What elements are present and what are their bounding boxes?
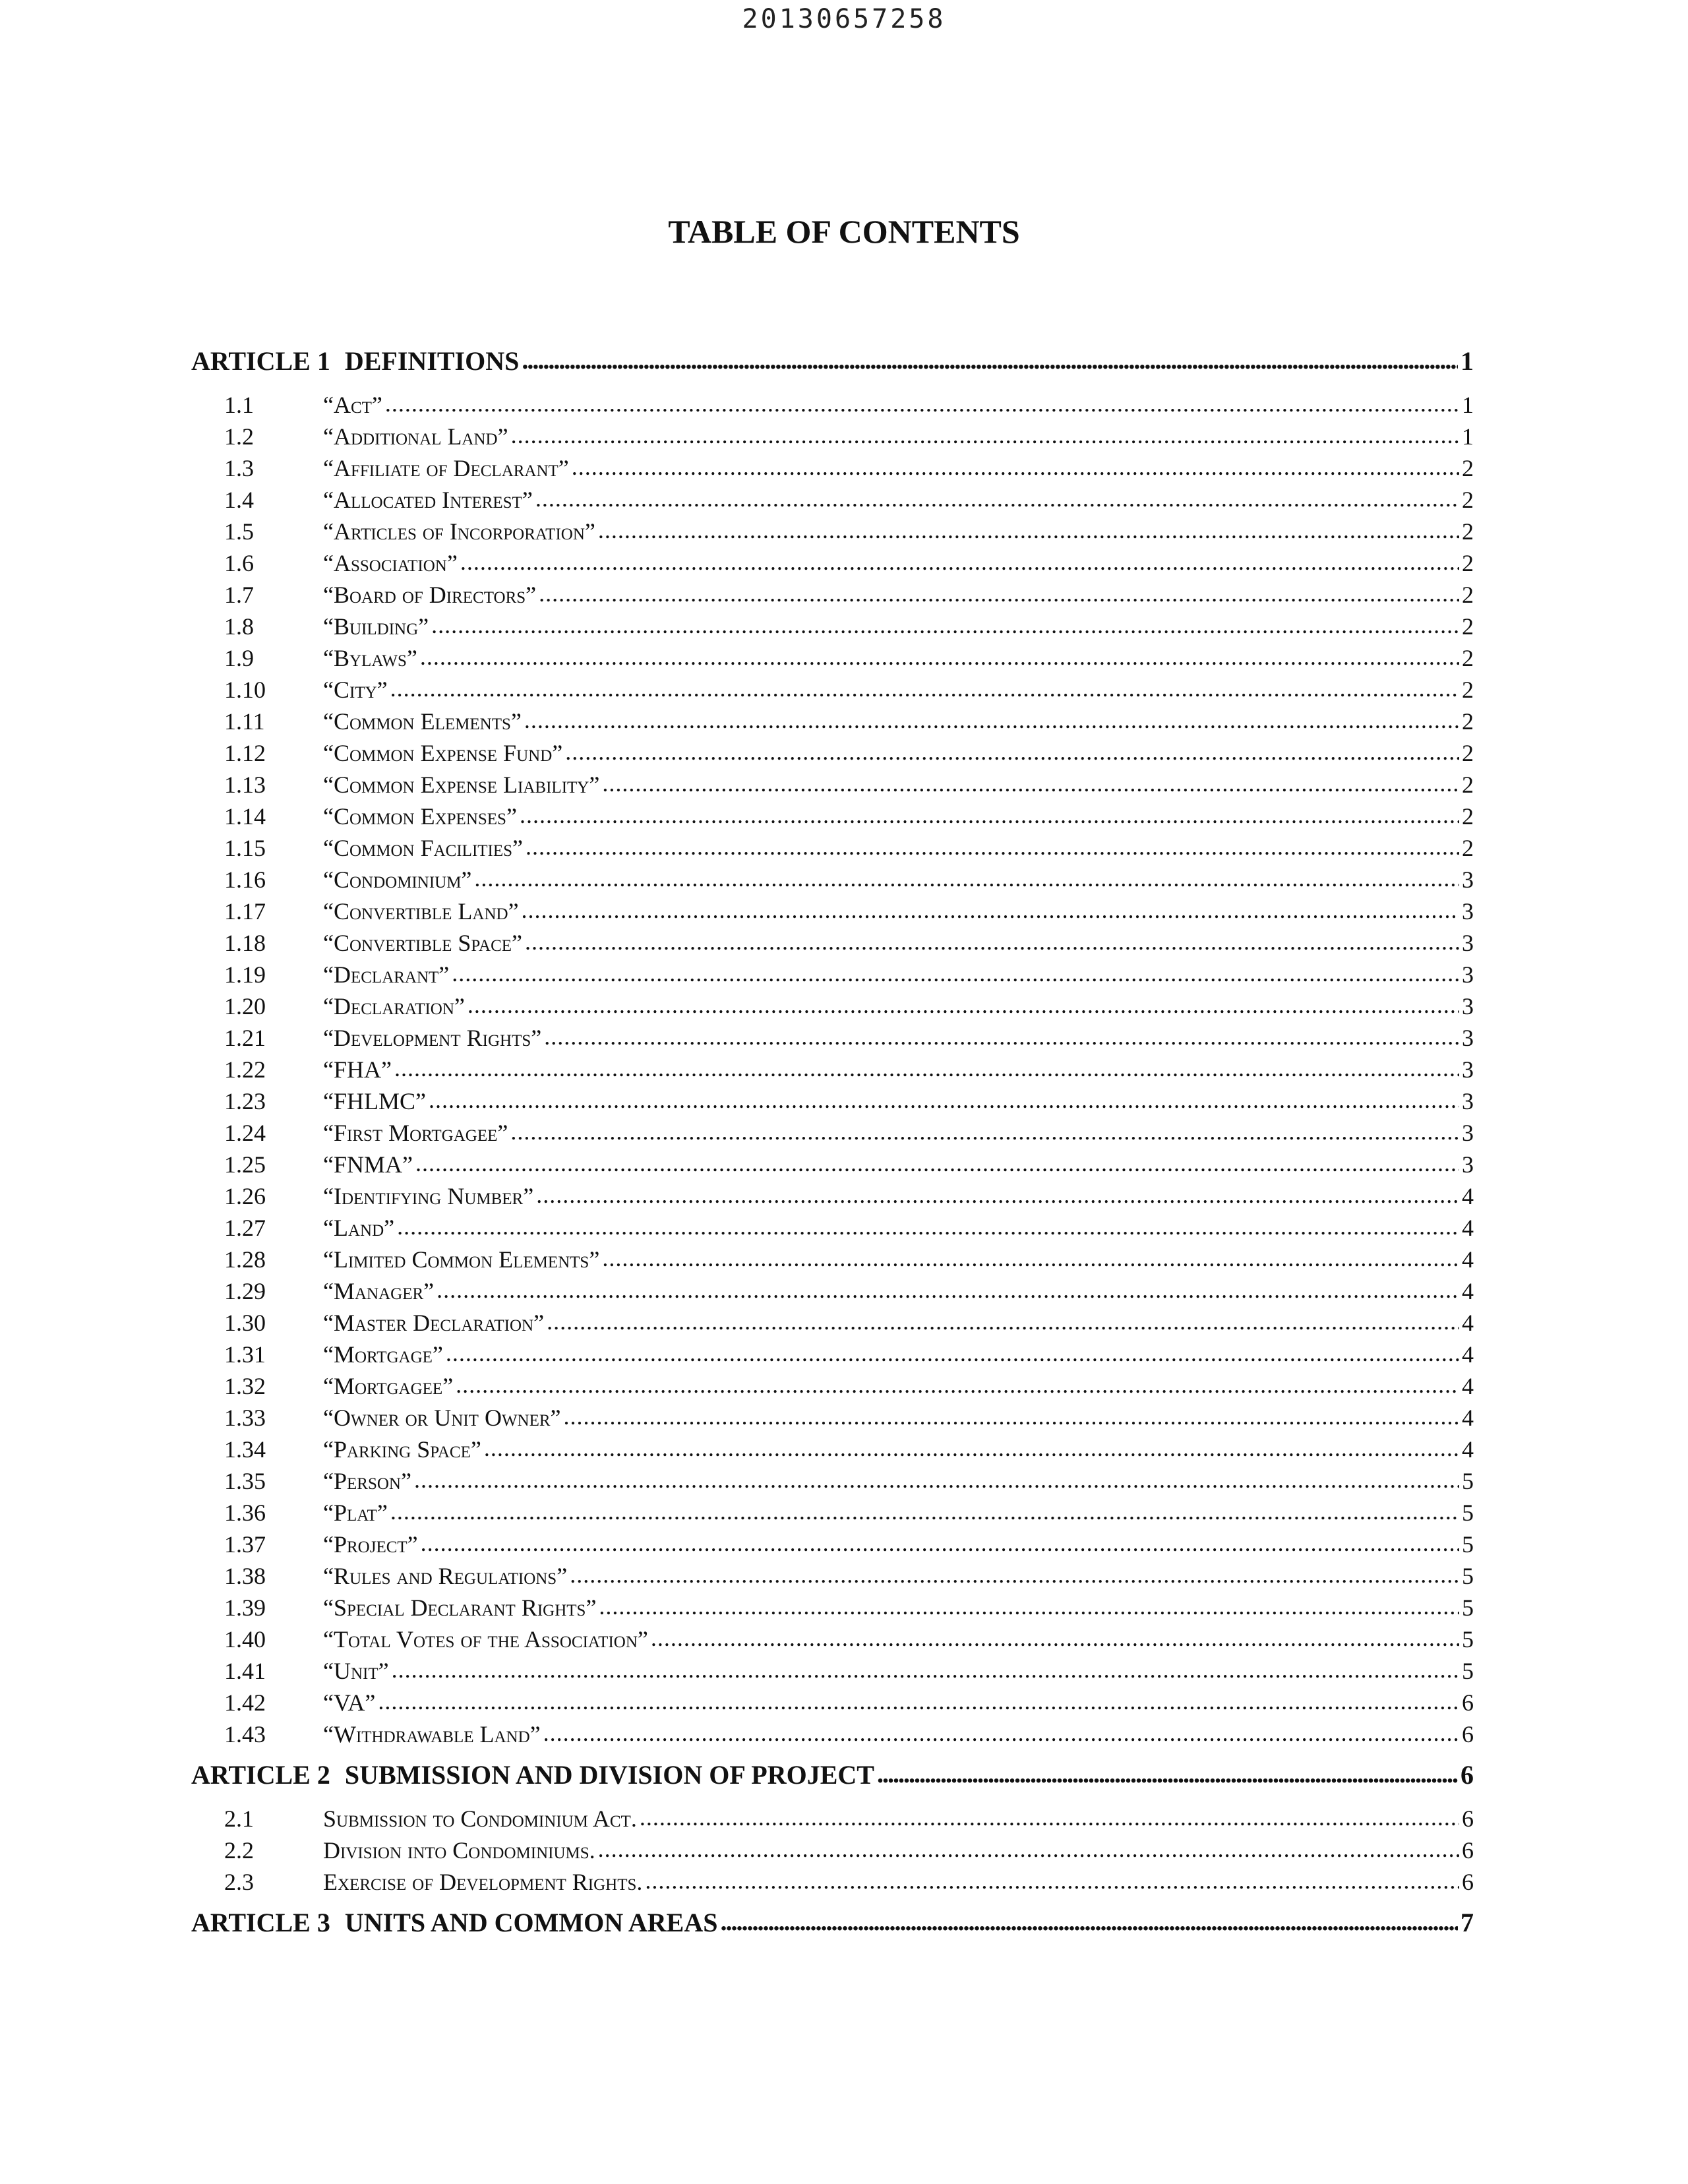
section-number: 1.32	[224, 1373, 266, 1399]
toc-entry-row[interactable]	[191, 1803, 1474, 1835]
toc-entry-row[interactable]	[191, 1497, 1474, 1529]
section-page-number: 6	[1462, 1805, 1474, 1832]
toc-entry-row[interactable]	[191, 1718, 1474, 1750]
section-number: 1.25	[224, 1151, 266, 1178]
toc-entry-row[interactable]	[191, 864, 1474, 895]
section-page-number: 5	[1462, 1626, 1474, 1653]
article-title: UNITS AND COMMON AREAS	[344, 1908, 718, 1937]
section-page-number: 5	[1462, 1500, 1474, 1526]
section-number: 1.1	[224, 392, 254, 418]
toc-entry-row[interactable]	[191, 1434, 1474, 1465]
document-number: 20130657258	[742, 4, 946, 34]
dot-leader	[397, 1211, 1459, 1242]
section-number: 1.16	[224, 866, 266, 893]
toc-entry-row[interactable]	[191, 1054, 1474, 1085]
section-label: “Special Declarant Rights”	[323, 1594, 597, 1621]
section-page-number: 4	[1462, 1183, 1474, 1209]
dot-leader	[378, 1685, 1459, 1717]
section-number: 2.3	[224, 1869, 254, 1895]
section-label: “FHLMC”	[323, 1088, 426, 1114]
section-label: Division into Condominiums.	[323, 1837, 595, 1864]
section-number: 1.42	[224, 1689, 266, 1716]
section-label: “Board of Directors”	[323, 582, 537, 608]
section-page-number: 2	[1462, 835, 1474, 861]
toc-entry-row[interactable]	[191, 674, 1474, 706]
section-label: “Identifying Number”	[323, 1183, 534, 1209]
section-page-number: 2	[1462, 740, 1474, 766]
dot-leader	[484, 1432, 1459, 1464]
dot-leader	[467, 989, 1459, 1021]
section-label: “Limited Common Elements”	[323, 1246, 600, 1273]
toc-entry-row[interactable]	[191, 579, 1474, 611]
section-page-number: 5	[1462, 1531, 1474, 1558]
section-label: “Person”	[323, 1468, 411, 1494]
section-page-number: 2	[1462, 582, 1474, 608]
section-number: 1.10	[224, 677, 266, 703]
section-label: “Affiliate of Declarant”	[323, 455, 569, 481]
section-page-number: 4	[1462, 1310, 1474, 1336]
section-number: 1.12	[224, 740, 266, 766]
section-label: “Common Expense Fund”	[323, 740, 563, 766]
dot-leader	[414, 1464, 1459, 1496]
section-label: “VA”	[323, 1689, 376, 1716]
section-page-number: 2	[1462, 645, 1474, 671]
section-label: “Plat”	[323, 1500, 388, 1526]
dot-leader	[474, 863, 1459, 894]
toc-entry-row[interactable]	[191, 1212, 1474, 1244]
dot-leader	[602, 1242, 1459, 1274]
dot-leader	[570, 1559, 1459, 1591]
toc-entry-row[interactable]	[191, 1529, 1474, 1560]
toc-entry-row[interactable]	[191, 642, 1474, 674]
section-number: 1.29	[224, 1278, 266, 1304]
section-number: 1.18	[224, 930, 266, 956]
toc-article-row[interactable]	[191, 1757, 1474, 1794]
dot-leader	[392, 1654, 1459, 1685]
dot-leader	[598, 1833, 1459, 1865]
article-page-number: 6	[1461, 1760, 1474, 1790]
section-label: “Building”	[323, 613, 429, 640]
toc-entry-row[interactable]	[191, 1180, 1474, 1212]
dot-leader	[539, 578, 1459, 609]
dot-leader	[651, 1622, 1459, 1654]
toc-entry-row[interactable]	[191, 611, 1474, 642]
section-number: 2.1	[224, 1805, 254, 1832]
section-label: “Additional Land”	[323, 423, 508, 450]
section-label: “Act”	[323, 392, 382, 418]
section-label: “FHA”	[323, 1056, 392, 1083]
section-label: “Association”	[323, 550, 458, 576]
section-page-number: 2	[1462, 772, 1474, 798]
toc-entry-row[interactable]	[191, 516, 1474, 547]
dot-leader	[421, 1527, 1459, 1559]
section-label: “City”	[323, 677, 388, 703]
section-page-number: 3	[1462, 1088, 1474, 1114]
section-label: “Land”	[323, 1215, 395, 1241]
dot-leader	[390, 1496, 1459, 1527]
section-number: 1.23	[224, 1088, 266, 1114]
toc-entry-row[interactable]	[191, 547, 1474, 579]
toc-entry-row[interactable]	[191, 1339, 1474, 1370]
toc-entry-row[interactable]	[191, 990, 1474, 1022]
section-page-number: 3	[1462, 930, 1474, 956]
section-number: 1.35	[224, 1468, 266, 1494]
section-label: “Allocated Interest”	[323, 487, 533, 513]
toc-entry-row[interactable]	[191, 895, 1474, 927]
section-label: “Articles of Incorporation”	[323, 518, 595, 545]
toc-entry-row[interactable]	[191, 1560, 1474, 1592]
section-page-number: 3	[1462, 1120, 1474, 1146]
section-label: “Common Facilities”	[323, 835, 524, 861]
section-number: 1.39	[224, 1594, 266, 1621]
dot-leader	[599, 1591, 1459, 1622]
toc-entry-row[interactable]	[191, 769, 1474, 801]
section-label: “Declaration”	[323, 993, 465, 1019]
toc-entry-row[interactable]	[191, 1307, 1474, 1339]
dot-leader	[640, 1802, 1459, 1833]
section-page-number: 3	[1462, 961, 1474, 988]
section-page-number: 4	[1462, 1373, 1474, 1399]
section-number: 1.4	[224, 487, 254, 513]
toc-entry-row[interactable]	[191, 1866, 1474, 1898]
section-page-number: 3	[1462, 898, 1474, 925]
toc-entry-row[interactable]	[191, 1402, 1474, 1434]
section-page-number: 4	[1462, 1436, 1474, 1463]
section-label: “Withdrawable Land”	[323, 1721, 541, 1747]
dot-leader	[543, 1717, 1459, 1749]
toc-entry-row[interactable]	[191, 1465, 1474, 1497]
section-number: 1.3	[224, 455, 254, 481]
dot-leader	[429, 1084, 1459, 1116]
section-label: “Common Elements”	[323, 708, 522, 735]
page-title: TABLE OF CONTENTS	[668, 213, 1020, 250]
article-page-number: 1	[1461, 346, 1474, 376]
section-page-number: 3	[1462, 1151, 1474, 1178]
section-number: 1.24	[224, 1120, 266, 1146]
section-number: 1.14	[224, 803, 266, 830]
dot-leader	[526, 831, 1459, 863]
article-title: DEFINITIONS	[344, 346, 520, 376]
section-label: “FNMA”	[323, 1151, 413, 1178]
section-label: “Parking Space”	[323, 1436, 481, 1463]
section-page-number: 4	[1462, 1278, 1474, 1304]
toc-entry-row[interactable]	[191, 1370, 1474, 1402]
section-number: 1.17	[224, 898, 266, 925]
section-number: 1.30	[224, 1310, 266, 1336]
toc-entry-row[interactable]	[191, 959, 1474, 990]
section-label: “Owner or Unit Owner”	[323, 1405, 561, 1431]
section-number: 1.40	[224, 1626, 266, 1653]
section-label: “Mortgagee”	[323, 1373, 454, 1399]
section-page-number: 5	[1462, 1563, 1474, 1589]
section-label: Exercise of Development Rights.	[323, 1869, 643, 1895]
section-label: “Convertible Space”	[323, 930, 523, 956]
toc-entry-row[interactable]	[191, 484, 1474, 516]
dot-leader	[456, 1369, 1459, 1401]
section-number: 1.37	[224, 1531, 266, 1558]
section-number: 1.9	[224, 645, 254, 671]
section-number: 1.15	[224, 835, 266, 861]
toc-entry-row[interactable]	[191, 1117, 1474, 1149]
toc-entry-row[interactable]	[191, 832, 1474, 864]
dot-leader	[544, 1021, 1459, 1052]
toc-entry-row[interactable]	[191, 421, 1474, 452]
dot-leader	[460, 546, 1459, 578]
section-page-number: 5	[1462, 1468, 1474, 1494]
section-number: 1.7	[224, 582, 254, 608]
section-label: “Rules and Regulations”	[323, 1563, 568, 1589]
dot-leader	[572, 451, 1459, 483]
section-label: “Mortgage”	[323, 1341, 443, 1368]
dot-leader	[452, 957, 1459, 989]
section-number: 1.19	[224, 961, 266, 988]
section-page-number: 2	[1462, 708, 1474, 735]
section-label: “Common Expense Liability”	[323, 772, 600, 798]
section-number: 1.41	[224, 1658, 266, 1684]
table-of-contents	[191, 343, 1474, 1941]
section-page-number: 2	[1462, 803, 1474, 830]
toc-entry-row[interactable]	[191, 1022, 1474, 1054]
section-page-number: 4	[1462, 1246, 1474, 1273]
article-label: ARTICLE 1	[191, 346, 330, 376]
toc-entry-row[interactable]	[191, 1623, 1474, 1655]
section-number: 1.5	[224, 518, 254, 545]
toc-entry-row[interactable]	[191, 452, 1474, 484]
section-label: “Total Votes of the Association”	[323, 1626, 648, 1653]
dot-leader	[645, 1865, 1459, 1896]
section-page-number: 2	[1462, 518, 1474, 545]
dot-leader	[420, 641, 1459, 673]
section-number: 1.43	[224, 1721, 266, 1747]
toc-entry-row[interactable]	[191, 389, 1474, 421]
section-page-number: 2	[1462, 487, 1474, 513]
article-label: ARTICLE 2	[191, 1760, 330, 1790]
dot-leader	[536, 1179, 1459, 1211]
dot-leader	[720, 1903, 1458, 1940]
toc-entry-row[interactable]	[191, 737, 1474, 769]
section-label: “Project”	[323, 1531, 418, 1558]
section-page-number: 2	[1462, 455, 1474, 481]
dot-leader	[524, 704, 1459, 736]
section-number: 1.28	[224, 1246, 266, 1273]
dot-leader	[510, 1116, 1459, 1147]
section-label: “First Mortgagee”	[323, 1120, 508, 1146]
section-label: “Condominium”	[323, 866, 472, 893]
article-label: ARTICLE 3	[191, 1908, 330, 1937]
dot-leader	[602, 768, 1459, 799]
section-page-number: 1	[1462, 423, 1474, 450]
section-number: 1.27	[224, 1215, 266, 1241]
dot-leader	[431, 609, 1459, 641]
toc-entry-row[interactable]	[191, 1149, 1474, 1180]
dot-leader	[564, 1401, 1459, 1432]
toc-entry-row[interactable]	[191, 1835, 1474, 1866]
article-title: SUBMISSION AND DIVISION OF PROJECT	[344, 1760, 874, 1790]
section-page-number: 4	[1462, 1341, 1474, 1368]
section-number: 1.2	[224, 423, 254, 450]
section-number: 1.26	[224, 1183, 266, 1209]
section-number: 1.33	[224, 1405, 266, 1431]
dot-leader	[598, 514, 1459, 546]
toc-entry-row[interactable]	[191, 706, 1474, 737]
section-page-number: 6	[1462, 1869, 1474, 1895]
toc-entry-row[interactable]	[191, 801, 1474, 832]
section-number: 2.2	[224, 1837, 254, 1864]
toc-entry-row[interactable]	[191, 1244, 1474, 1275]
toc-article-row[interactable]	[191, 343, 1474, 380]
section-page-number: 4	[1462, 1215, 1474, 1241]
section-page-number: 3	[1462, 1056, 1474, 1083]
section-label: “Master Declaration”	[323, 1310, 545, 1336]
dot-leader	[877, 1755, 1458, 1792]
section-page-number: 5	[1462, 1594, 1474, 1621]
section-number: 1.22	[224, 1056, 266, 1083]
section-label: “Declarant”	[323, 961, 450, 988]
dot-leader	[437, 1274, 1459, 1306]
dot-leader	[547, 1306, 1459, 1337]
section-label: “Bylaws”	[323, 645, 417, 671]
section-label: “Convertible Land”	[323, 898, 519, 925]
section-number: 1.13	[224, 772, 266, 798]
dot-leader	[394, 1052, 1459, 1084]
dot-leader	[525, 926, 1459, 957]
section-page-number: 3	[1462, 866, 1474, 893]
toc-article-row[interactable]	[191, 1904, 1474, 1941]
toc-entry-row[interactable]	[191, 1687, 1474, 1718]
section-page-number: 3	[1462, 1025, 1474, 1051]
section-number: 1.31	[224, 1341, 266, 1368]
section-label: “Common Expenses”	[323, 803, 517, 830]
section-number: 1.20	[224, 993, 266, 1019]
toc-entry-row[interactable]	[191, 1655, 1474, 1687]
toc-entry-row[interactable]	[191, 927, 1474, 959]
section-page-number: 4	[1462, 1405, 1474, 1431]
dot-leader	[520, 799, 1459, 831]
section-page-number: 2	[1462, 550, 1474, 576]
section-page-number: 2	[1462, 677, 1474, 703]
section-page-number: 1	[1462, 392, 1474, 418]
section-page-number: 6	[1462, 1689, 1474, 1716]
section-number: 1.6	[224, 550, 254, 576]
dot-leader	[511, 419, 1459, 451]
dot-leader	[522, 894, 1459, 926]
toc-entry-row[interactable]	[191, 1592, 1474, 1623]
section-page-number: 3	[1462, 993, 1474, 1019]
dot-leader	[565, 736, 1459, 768]
section-page-number: 2	[1462, 613, 1474, 640]
section-number: 1.8	[224, 613, 254, 640]
dot-leader	[415, 1147, 1459, 1179]
section-number: 1.36	[224, 1500, 266, 1526]
section-label: “Development Rights”	[323, 1025, 542, 1051]
dot-leader	[535, 483, 1459, 514]
section-number: 1.38	[224, 1563, 266, 1589]
dot-leader	[446, 1337, 1459, 1369]
section-page-number: 5	[1462, 1658, 1474, 1684]
toc-entry-row[interactable]	[191, 1275, 1474, 1307]
section-label: Submission to Condominium Act.	[323, 1805, 637, 1832]
toc-entry-row[interactable]	[191, 1085, 1474, 1117]
dot-leader	[385, 388, 1459, 419]
article-page-number: 7	[1461, 1908, 1474, 1937]
dot-leader	[522, 342, 1458, 379]
section-number: 1.11	[224, 708, 265, 735]
dot-leader	[390, 673, 1459, 704]
section-page-number: 6	[1462, 1721, 1474, 1747]
section-number: 1.21	[224, 1025, 266, 1051]
section-label: “Unit”	[323, 1658, 389, 1684]
section-label: “Manager”	[323, 1278, 435, 1304]
section-number: 1.34	[224, 1436, 266, 1463]
section-page-number: 6	[1462, 1837, 1474, 1864]
